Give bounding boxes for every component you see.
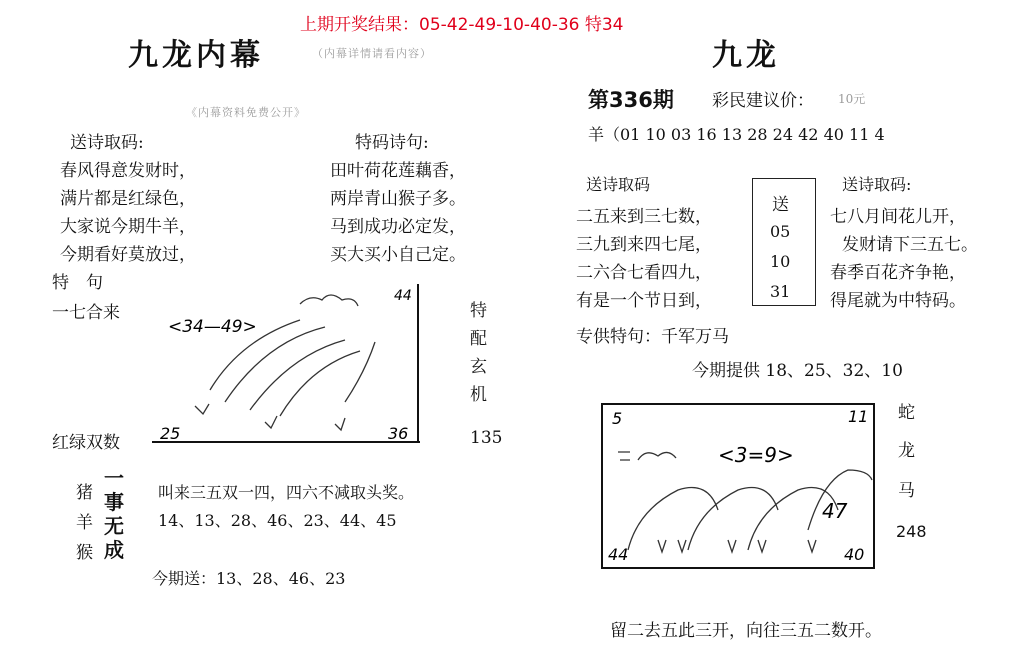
today-provide: 今期提供 18、25、32、10 [692,361,903,381]
left-title: 九龙内幕 [128,38,264,73]
sketch-strokes [195,295,375,430]
right-footer: 留二去五此三开，向往三五二数开。 [610,621,882,641]
right-poem2-line-4: 得尾就为中特码。 [830,291,966,311]
animal-monkey: 猴 [76,543,93,563]
left-sketch [150,282,430,450]
motto-char-2: 事 [104,490,124,514]
send-box-num-2: 10 [770,252,791,271]
motto-char-3: 无 [104,514,124,538]
right-poem2-line-3: 春季百花齐争艳， [830,263,966,283]
right-animal-snake: 蛇 [898,403,915,423]
special-poem-line-4: 买大买小自己定。 [330,245,466,265]
side-number: 135 [470,428,503,448]
right-sketch-num-11: 11 [848,407,869,426]
sketch-num-44: 44 [394,288,412,304]
left-subtitle-faint: （内幕详情请看内容） [312,47,432,60]
yiqi-label: 一七合来 [52,303,120,323]
right-title: 九龙 [712,38,780,73]
left-poem-line-1: 春风得意发财时， [60,161,196,181]
left-poem-heading: 送诗取码: [70,133,144,153]
right-poem-heading: 送诗取码 [586,175,651,194]
hongly-label: 红绿双数 [52,433,120,453]
right-animal-dragon: 龙 [898,441,915,461]
price-value: 10元 [838,92,866,106]
today-send: 今期送：13、28、46、23 [152,569,346,588]
motto-char-4: 成 [104,538,124,562]
motto-char-1: 一 [104,466,124,490]
numbers-line: 14、13、28、46、23、44、45 [158,511,397,530]
special-poem-heading: 特码诗句: [355,133,429,153]
animal-pig: 猪 [76,483,93,503]
side-char-pei: 配 [470,329,487,349]
send-box-title: 送 [772,195,789,215]
issue-number: 第336期 [588,88,674,112]
right-poem-line-2: 三九到来四七尾， [576,235,712,255]
left-poem-line-2: 满片都是红绿色， [60,189,196,209]
right-poem-line-1: 二五来到三七数， [576,207,712,227]
left-poem-line-4: 今期看好莫放过， [60,245,196,265]
right-sketch-num-47: 47 [822,499,848,523]
right-side-number: 248 [896,522,927,541]
right-poem2-line-2: 发财请下三五七。 [842,235,978,255]
side-char-xuan: 玄 [470,357,487,377]
special-poem-line-2: 两岸青山猴子多。 [330,189,466,209]
right-poem2-line-1: 七八月间花儿开， [830,207,966,227]
sketch-range-text: <34—49> [168,317,257,337]
right-sketch-text: <3=9> [718,443,794,467]
special-poem-line-3: 马到成功必定发， [330,217,466,237]
right-poem2-heading: 送诗取码: [842,175,912,194]
right-sketch-num-40: 40 [844,545,865,564]
special-phrase: 专供特句：千军万马 [576,327,729,347]
right-animal-horse: 马 [898,481,915,501]
send-box-num-1: 05 [770,222,791,241]
price-label: 彩民建议价： [712,91,814,111]
send-box-num-3: 31 [770,282,791,301]
right-sketch-num-5: 5 [612,409,623,428]
last-result-banner: 上期开奖结果：05-42-49-10-40-36 特34 [300,15,624,35]
call-line: 叫来三五双一四，四六不减取头奖。 [158,483,415,502]
right-sketch-num-44: 44 [608,545,629,564]
sketch-num-25: 25 [160,424,181,443]
te-ju-label: 特 句 [52,273,103,293]
side-char-te: 特 [470,301,487,321]
animal-sheep: 羊 [76,513,93,533]
left-poem-line-3: 大家说今期牛羊， [60,217,196,237]
left-quote-faint: 《内幕资料免费公开》 [186,106,306,119]
yang-number-line: 羊（01 10 03 16 13 28 24 42 40 11 4 [588,125,885,144]
sketch-num-36: 36 [388,424,409,443]
special-poem-line-1: 田叶荷花莲藕香， [330,161,466,181]
right-poem-line-4: 有是一个节日到， [576,291,712,311]
right-sketch-frame [602,404,874,568]
side-char-ji: 机 [470,385,487,405]
right-poem-line-3: 二六合七看四九， [576,263,712,283]
right-sketch [598,400,880,572]
